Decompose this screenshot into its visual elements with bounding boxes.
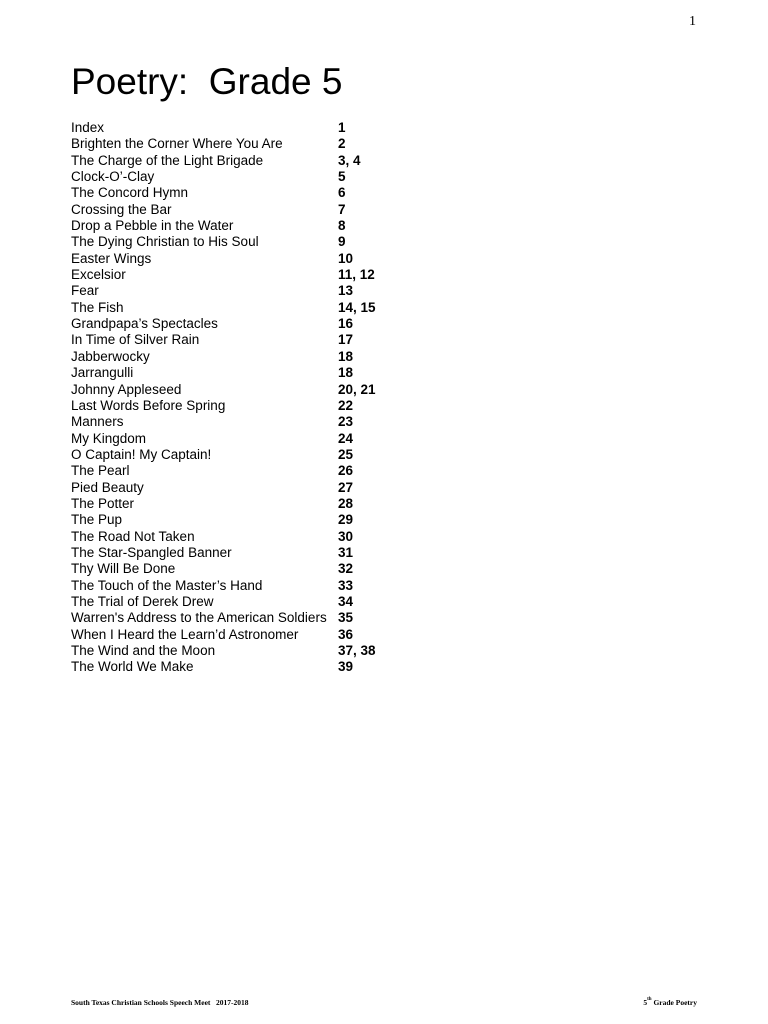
toc-row <box>71 349 376 365</box>
toc-row <box>71 643 376 659</box>
toc-row <box>71 365 376 381</box>
toc-entry-title: The Pearl <box>71 463 130 479</box>
toc-entry-page: 6 <box>338 185 346 201</box>
toc-row <box>71 185 376 201</box>
page-number: 1 <box>689 14 696 29</box>
toc-entry-title: Thy Will Be Done <box>71 561 176 577</box>
toc-row <box>71 300 376 316</box>
toc-row <box>71 251 376 267</box>
toc-row <box>71 447 376 463</box>
toc-entry-page: 25 <box>338 446 354 462</box>
toc-entry-title: The Road Not Taken <box>71 528 195 544</box>
toc-entry-page: 17 <box>338 332 354 348</box>
toc-row <box>71 480 376 496</box>
toc-entry-title: Johnny Appleseed <box>71 381 182 397</box>
toc-row <box>71 578 376 594</box>
toc-row <box>71 414 376 430</box>
toc-entry-title: Excelsior <box>71 267 126 283</box>
toc-row <box>71 594 376 610</box>
toc-entry-page: 18 <box>338 348 354 364</box>
toc-entry-title: O Captain! My Captain! <box>71 446 212 462</box>
toc-entry-title: Fear <box>71 283 99 299</box>
toc-row <box>71 529 376 545</box>
toc-entry-page: 16 <box>338 316 354 332</box>
toc-entry-page: 33 <box>338 577 354 593</box>
toc-entry-title: Pied Beauty <box>71 479 144 495</box>
toc-row <box>71 659 376 675</box>
toc-entry-page: 31 <box>338 544 354 560</box>
toc-entry-page: 18 <box>338 365 354 381</box>
toc-entry-page: 30 <box>338 528 354 544</box>
toc-entry-title: The Fish <box>71 299 124 315</box>
toc-entry-title: In Time of Silver Rain <box>71 332 200 348</box>
toc-entry-title: Brighten the Corner Where You Are <box>71 136 283 152</box>
toc-entry-page: 29 <box>338 512 354 528</box>
footer-left-text: South Texas Christian Schools Speech Meet 2017-2018 <box>71 998 249 1007</box>
toc-entry-page: 1 <box>338 120 346 135</box>
toc-entry-page: 13 <box>338 283 354 299</box>
toc-entry-page: 20, 21 <box>338 381 376 397</box>
toc-row <box>71 202 376 218</box>
table-of-contents <box>71 120 376 676</box>
toc-entry-title: My Kingdom <box>71 430 147 446</box>
toc-entry-page: 24 <box>338 430 354 446</box>
toc-entry-title: The Pup <box>71 512 123 528</box>
toc-entry-page: 7 <box>338 201 346 217</box>
toc-entry-page: 5 <box>338 169 346 185</box>
toc-entry-title: Warren's Address to the American Soldiers <box>71 610 327 626</box>
toc-entry-page: 26 <box>338 463 354 479</box>
toc-row <box>71 431 376 447</box>
toc-row <box>71 610 376 626</box>
footer-right-text <box>643 998 697 1007</box>
page-title: Poetry: Grade 5 <box>71 61 343 102</box>
toc-entry-title: The Potter <box>71 495 135 511</box>
toc-entry-title: The Trial of Derek Drew <box>71 593 214 609</box>
toc-entry-title: Jarrangulli <box>71 365 134 381</box>
toc-entry-page: 34 <box>338 593 354 609</box>
toc-entry-title: The Charge of the Light Brigade <box>71 152 264 168</box>
toc-entry-title: The Dying Christian to His Soul <box>71 234 259 250</box>
toc-row <box>71 627 376 643</box>
toc-row <box>71 332 376 348</box>
toc-row <box>71 316 376 332</box>
toc-entry-title: The Touch of the Master’s Hand <box>71 577 263 593</box>
toc-entry-title: Easter Wings <box>71 250 152 266</box>
toc-entry-page: 35 <box>338 610 354 626</box>
toc-row <box>71 561 376 577</box>
toc-entry-page: 28 <box>338 495 354 511</box>
toc-row <box>71 234 376 250</box>
toc-entry-page: 27 <box>338 479 354 495</box>
toc-row <box>71 283 376 299</box>
toc-entry-title: The Wind and the Moon <box>71 643 216 658</box>
toc-row <box>71 136 376 152</box>
toc-row <box>71 496 376 512</box>
footer-grade-label: Grade Poetry <box>651 998 697 1007</box>
toc-entry-page: 11, 12 <box>338 267 375 283</box>
toc-entry-page: 9 <box>338 234 346 250</box>
toc-entry-page: 14, 15 <box>338 299 376 315</box>
toc-entry-title: Clock-O’-Clay <box>71 169 155 185</box>
footer-grade-superscript: th <box>647 997 652 1002</box>
toc-entry-title: Drop a Pebble in the Water <box>71 218 234 234</box>
toc-entry-page: 10 <box>338 250 354 266</box>
toc-entry-page: 8 <box>338 218 346 234</box>
toc-entry-page: 2 <box>338 136 346 152</box>
toc-entry-title: When I Heard the Learn’d Astronomer <box>71 626 299 642</box>
toc-row <box>71 398 376 414</box>
toc-entry-title: Index <box>71 120 105 135</box>
toc-row <box>71 267 376 283</box>
toc-row <box>71 382 376 398</box>
toc-row <box>71 545 376 561</box>
toc-entry-page: 36 <box>338 626 354 642</box>
toc-entry-page: 32 <box>338 561 354 577</box>
toc-row <box>71 463 376 479</box>
toc-entry-page: 23 <box>338 414 354 430</box>
toc-entry-title: Crossing the Bar <box>71 201 172 217</box>
toc-entry-title: Jabberwocky <box>71 348 150 364</box>
toc-entry-page: 3, 4 <box>338 152 361 168</box>
toc-entry-page: 39 <box>338 659 354 675</box>
toc-entry-title: Manners <box>71 414 124 430</box>
toc-entry-title: Grandpapa’s Spectacles <box>71 316 218 332</box>
footer-grade-number: 5 <box>643 998 648 1007</box>
toc-row <box>71 153 376 169</box>
toc-entry-page: 37, 38 <box>338 643 376 658</box>
toc-entry-title: The Star-Spangled Banner <box>71 544 232 560</box>
toc-row <box>71 512 376 528</box>
toc-entry-page: 22 <box>338 397 354 413</box>
toc-entry-title: The World We Make <box>71 659 194 675</box>
toc-row <box>71 169 376 185</box>
toc-entry-title: The Concord Hymn <box>71 185 189 201</box>
toc-entry-title: Last Words Before Spring <box>71 397 226 413</box>
toc-row <box>71 218 376 234</box>
toc-row <box>71 120 376 136</box>
